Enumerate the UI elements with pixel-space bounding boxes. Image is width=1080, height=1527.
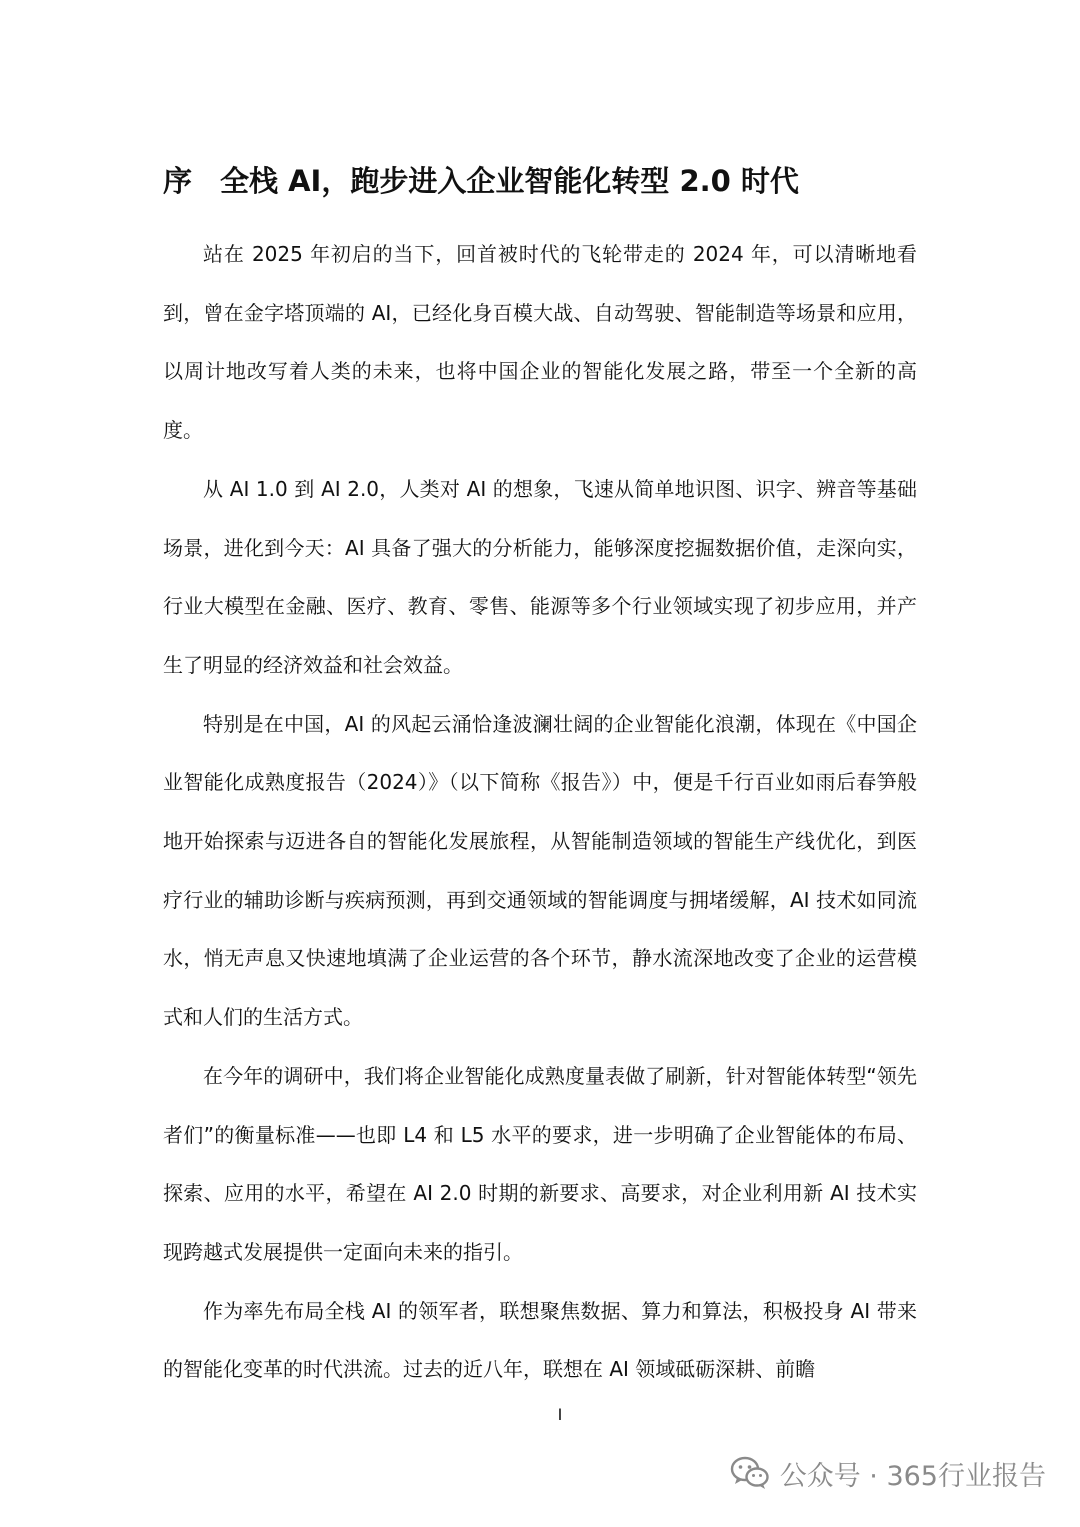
section-title-text: 全栈 AI，跑步进入企业智能化转型 2.0 时代: [220, 164, 799, 199]
wechat-icon: [730, 1456, 770, 1490]
paragraph-3: 特别是在中国，AI 的风起云涌恰逢波澜壮阔的企业智能化浪潮，体现在《中国企业智能化成熟度报告（2024）》（以下简称《报告》）中，便是千行百业如雨后春笋般地开始探索与迈进各自的智能化发展旅程，从智能制造领域的智能生产线优化，到医疗行业的辅助诊断与疾病预测，再到交通领域的智能调度与拥堵缓解，AI 技术如同流水，悄无声息又快速地填满了企业运营的各个环节，静水流深地改变了企业的运营模式和人们的生活方式。: [163, 711, 917, 1030]
watermark-text: 公众号 · 365行业报告: [779, 1460, 1046, 1492]
paragraph-4: 在今年的调研中，我们将企业智能化成熟度量表做了刷新，针对智能体转型“领先者们”的衡量标准——也即 L4 和 L5 水平的要求，进一步明确了企业智能体的布局、探索、应用的水平，希望在 AI 2.0 时期的新要求、高要求，对企业利用新 AI 技术实现跨越式发展提供一定面向未来的指引。: [163, 1063, 917, 1264]
paragraph-1: 站在 2025 年初启的当下，回首被时代的飞轮带走的 2024 年，可以清晰地看到，曾在金字塔顶端的 AI，已经化身百模大战、自动驾驶、智能制造等场景和应用，以周计地改写着人类的未来，也将中国企业的智能化发展之路，带至一个全新的高度。: [163, 242, 917, 443]
paragraph-2: 从 AI 1.0 到 AI 2.0，人类对 AI 的想象，飞速从简单地识图、识字、辨音等基础场景，进化到今天：AI 具备了强大的分析能力，能够深度挖掘数据价值，走深向实，行业大模型在金融、医疗、教育、零售、能源等多个行业领域实现了初步应用，并产生了明显的经济效益和社会效益。: [163, 476, 917, 677]
watermark: [730, 1451, 1046, 1495]
section-title: [163, 159, 923, 203]
paragraph-5: 作为率先布局全栈 AI 的领军者，联想聚焦数据、算力和算法，积极投身 AI 带来的智能化变革的时代洪流。过去的近八年，联想在 AI 领域砥砺深耕、前瞻: [163, 1298, 917, 1382]
section-label: 序: [163, 164, 193, 199]
body-text: [163, 225, 917, 1399]
page-number: I: [557, 1405, 563, 1424]
